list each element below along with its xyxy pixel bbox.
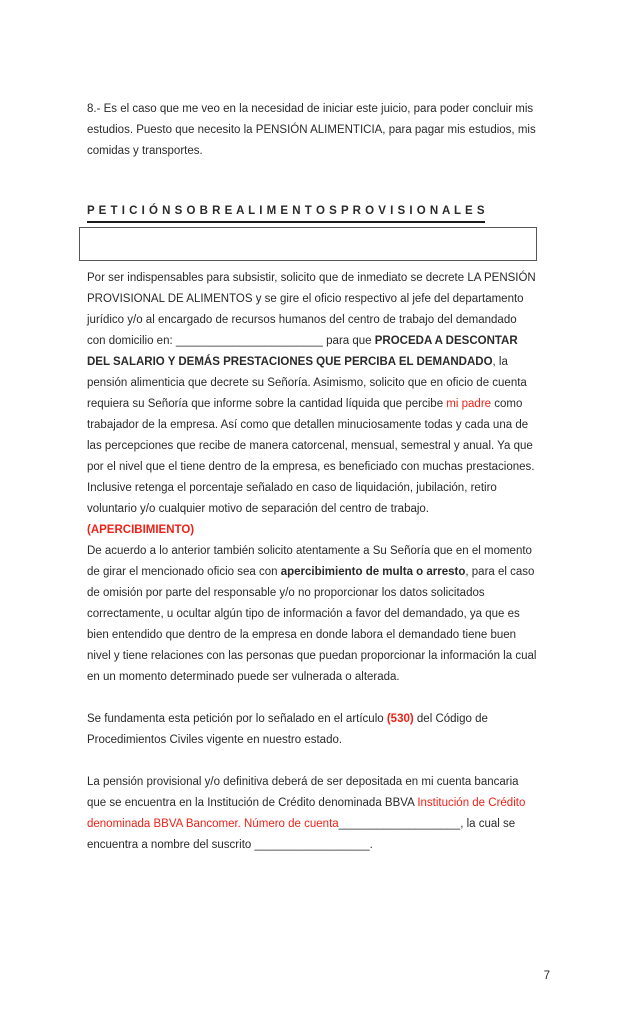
- paragraph-apercibimiento-label: [87, 520, 537, 541]
- text-run: La pensión provisional y/o definitiva deberá de ser depositada en mi cuenta bancaria que se encuentra en la Institución de Crédito denominada BBVA: [87, 776, 519, 809]
- text-run: , para el caso de omisión por parte del responsable y/o no proporcionar los datos solicitados correctamente, u ocultar algún tipo de información a favor del demandado, ya que es bien entendido que dentro de la empresa en donde labora el demandado tiene buen nivel y tiene relaciones con las personas que puedan proporcionar la información la cual en un momento determinado puede ser vulnerada o alterada.: [87, 566, 537, 683]
- paragraph-apercibimiento-body: [87, 541, 537, 688]
- text-run: Por ser indispensables para subsistir, solicito que de inmediato se decrete LA PENSIÓN PROVISIONAL DE ALIMENTOS y se gire el oficio respectivo al jefe del departamento jurídico y/o al encargado de recursos humanos del centro de trabajo del demandado con domicilio en: _______________________ para que: [87, 272, 536, 347]
- section-heading-text: P E T I C I Ó N S O B R E A L I M E N T O S P R O V I S I O N A L E S: [87, 204, 485, 223]
- text-run: De acuerdo a lo anterior también solicito atentamente a Su Señoría que en el momento de girar el mencionado oficio sea con: [87, 545, 532, 578]
- paragraph-intro: [87, 99, 537, 162]
- section-heading: [87, 204, 537, 223]
- text-run: , la pensión alimenticia que decrete su Señoría. Asimismo, solicito que en oficio de cuenta requiera su Señoría que informe sobre la cantidad líquida que percibe: [87, 356, 527, 410]
- text-run: como trabajador de la empresa. Así como que detallen minuciosamente todas y cada una de las percepciones que recibe de manera catorcenal, mensual, semestral y anual. Ya que por el nivel que el tiene dentro de la empresa, es beneficiado con muchas prestaciones. Inclusive retenga el porcentaje señalado en caso de liquidación, jubilación, retiro voluntario y/o cualquier motivo de separación del centro de trabajo.: [87, 398, 535, 515]
- text-run: apercibimiento de multa o arresto: [280, 566, 466, 578]
- paragraph-fundamento: [87, 709, 537, 751]
- text-run: 8.- Es el caso que me veo en la necesidad de iniciar este juicio, para poder concluir mis estudios. Puesto que necesito la PENSIÓN ALIMENTICIA, para pagar mis estudios, mis comidas y transportes.: [87, 103, 536, 157]
- text-run: PROCEDA A DESCONTAR DEL SALARIO Y DEMÁS PRESTACIONES QUE PERCIBA EL DEMANDADO: [87, 335, 518, 368]
- empty-bordered-box: [79, 227, 537, 261]
- text-run: mi padre: [446, 398, 492, 410]
- paragraph-deposito: [87, 772, 537, 856]
- text-run: Institución de Crédito denominada BBVA Bancomer. Número de cuenta: [87, 797, 526, 830]
- text-run: Se fundamenta esta petición por lo señalado en el artículo: [87, 713, 387, 725]
- page-number: 7: [543, 970, 550, 982]
- text-run: ___________________, la cual se encuentra a nombre del suscrito __________________.: [87, 818, 516, 851]
- text-run: (APERCIBIMIENTO): [87, 524, 195, 536]
- document-body: [87, 99, 537, 856]
- text-run: (530): [386, 713, 414, 725]
- text-run: del Código de Procedimientos Civiles vigente en nuestro estado.: [87, 713, 488, 746]
- paragraph-petition: [87, 268, 537, 520]
